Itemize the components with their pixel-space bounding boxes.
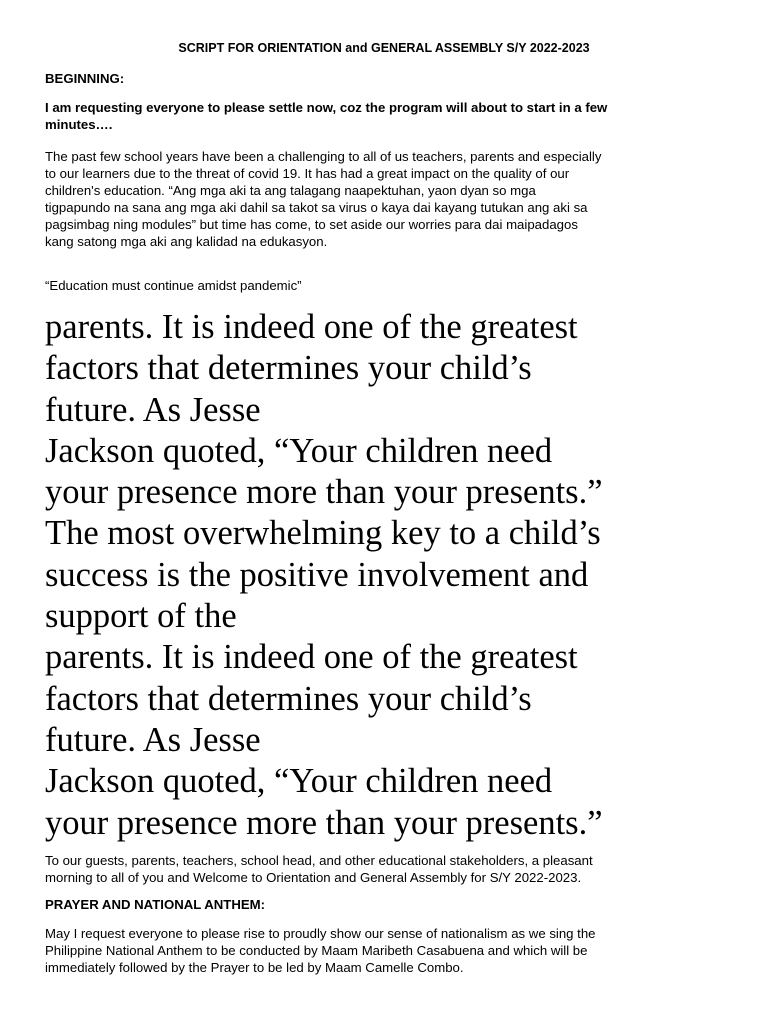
overlay-line: The most overwhelming key to a child’s	[45, 514, 601, 553]
prayer-line: Philippine National Anthem to be conducted by Maam Maribeth Casabuena and which will be	[45, 943, 588, 958]
beginning-heading: BEGINNING:	[45, 71, 125, 86]
overlay-line: support of the	[45, 597, 237, 636]
welcome-paragraph	[45, 852, 735, 886]
request-paragraph	[45, 99, 735, 133]
overlay-line: parents. It is indeed one of the greatest	[45, 308, 578, 346]
paragraph-line: to our learners due to the threat of covid 19. It has had a great impact on the quality of our	[45, 166, 570, 181]
overlay-large-text	[45, 307, 745, 844]
overlay-line: future. As Jesse	[45, 390, 261, 429]
overlay-line: your presence more than your presents.”	[45, 803, 603, 842]
quote-text: “Education must continue amidst pandemic”	[45, 278, 302, 293]
paragraph-line: children's education. “Ang mga aki ta ang talagang naapektuhan, yaon dyan so mga	[45, 183, 536, 198]
paragraph-line: kang satong mga aki ang kalidad na edukasyon.	[45, 234, 328, 249]
prayer-heading-block	[45, 896, 735, 913]
prayer-paragraph	[45, 925, 735, 976]
overlay-line: your presence more than your presents.”	[45, 473, 603, 512]
prayer-heading: PRAYER AND NATIONAL ANTHEM:	[45, 897, 266, 912]
paragraph-line: tigpapundo na sana ang mga aki dahil sa takot sa virus o kaya dai kayang tutukan ang aki sa	[45, 200, 588, 215]
overlay-line: future. As Jesse	[45, 720, 261, 759]
intro-paragraph	[45, 148, 735, 250]
overlay-line: Jackson quoted, “Your children need	[45, 431, 553, 470]
request-line: I am requesting everyone to please settle now, coz the program will about to start in a few	[45, 100, 608, 115]
beginning-section	[45, 70, 735, 87]
welcome-line: To our guests, parents, teachers, school head, and other educational stakeholders, a pleasant	[45, 853, 593, 868]
overlay-line: factors that determines your child’s	[45, 349, 532, 388]
overlay-line: factors that determines your child’s	[45, 679, 532, 718]
overlay-line: parents. It is indeed one of the greatest	[45, 638, 578, 677]
paragraph-line: pagsimbag ning modules” but time has come, to set aside our worries para dai maipadagos	[45, 217, 578, 232]
prayer-line: May I request everyone to please rise to proudly show our sense of nationalism as we sing the	[45, 926, 596, 941]
request-line: minutes….	[45, 117, 113, 132]
overlay-line: Jackson quoted, “Your children need	[45, 762, 553, 801]
overlay-line: success is the positive involvement and	[45, 555, 589, 594]
paragraph-line: The past few school years have been a challenging to all of us teachers, parents and especially	[45, 149, 602, 164]
welcome-line: morning to all of you and Welcome to Orientation and General Assembly for S/Y 2022-2023.	[45, 870, 582, 885]
prayer-line: immediately followed by the Prayer to be led by Maam Camelle Combo.	[45, 960, 464, 975]
document-title: SCRIPT FOR ORIENTATION and GENERAL ASSEMBLY S/Y 2022-2023	[178, 41, 590, 55]
quote-line	[45, 277, 735, 294]
